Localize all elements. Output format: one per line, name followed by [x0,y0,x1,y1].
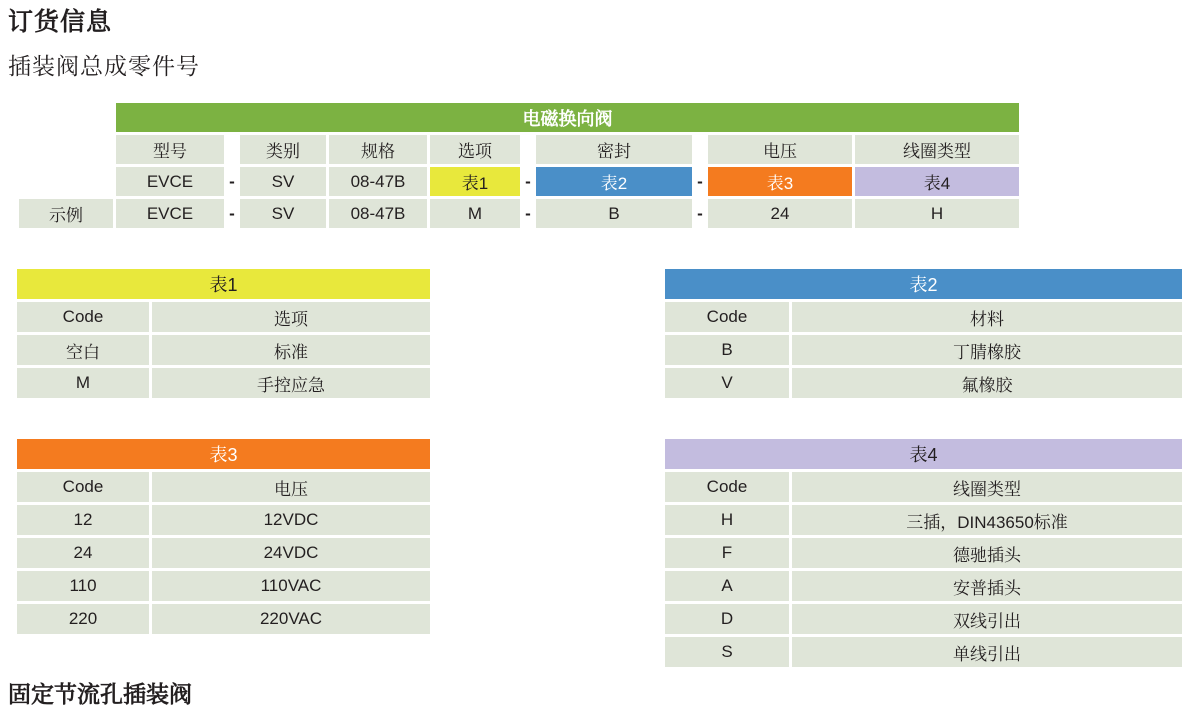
cell-value: 三插，DIN43650标准 [792,505,1182,535]
code-option: 表1 [430,167,520,196]
part-number-banner-row [19,103,1019,132]
column-header-code: Code [17,302,149,332]
cell-value: 德驰插头 [792,538,1182,568]
code-spec: 08-47B [329,167,427,196]
part-number-example-row [19,199,1019,228]
cell-value: 安普插头 [792,571,1182,601]
table-column-header-row [17,472,430,502]
table-row [17,335,430,365]
cell-value: 24VDC [152,538,430,568]
table-row [665,505,1182,535]
cell-code: B [665,335,789,365]
table-row [665,604,1182,634]
part-number-header-row [19,135,1019,164]
spacer-cell [19,167,113,196]
separator-dash: - [695,199,705,228]
example-seal: B [536,199,692,228]
header-coil: 线圈类型 [855,135,1019,164]
table-row [665,368,1182,398]
code-coil: 表4 [855,167,1019,196]
cell-code: M [17,368,149,398]
separator-dash: - [523,167,533,196]
table-column-header-row [17,302,430,332]
table-header-row [17,439,430,469]
cell-value: 12VDC [152,505,430,535]
table-row [17,538,430,568]
cell-value: 标准 [152,335,430,365]
part-number-code-row [19,167,1019,196]
cell-code: S [665,637,789,667]
cell-code: F [665,538,789,568]
option-table-2 [662,266,1185,401]
header-seal: 密封 [536,135,692,164]
separator-dash: - [695,167,705,196]
header-option: 选项 [430,135,520,164]
cell-value: 110VAC [152,571,430,601]
table-header-row [665,269,1182,299]
table-title: 表2 [665,269,1182,299]
cell-code: 110 [17,571,149,601]
column-header-code: Code [665,472,789,502]
page-subtitle: 插装阀总成零件号 [8,53,200,79]
column-header-value: 电压 [152,472,430,502]
cell-code: 空白 [17,335,149,365]
cell-code: A [665,571,789,601]
example-option: M [430,199,520,228]
option-table-1 [14,266,433,401]
table-row [665,335,1182,365]
separator-dash: - [227,167,237,196]
example-coil: H [855,199,1019,228]
table-header-row [17,269,430,299]
part-number-banner: 电磁换向阀 [116,103,1019,132]
bottom-section-heading: 固定节流孔插装阀 [8,681,192,707]
table-row [665,571,1182,601]
example-label: 示例 [19,199,113,228]
table-row [17,604,430,634]
cell-code: 24 [17,538,149,568]
cell-code: 220 [17,604,149,634]
column-header-value: 选项 [152,302,430,332]
option-table-3 [14,436,433,637]
code-model: EVCE [116,167,224,196]
example-model: EVCE [116,199,224,228]
page-title: 订货信息 [8,8,113,36]
spacer-cell [19,135,113,164]
part-number-table [16,100,1022,231]
column-header-value: 材料 [792,302,1182,332]
column-header-value: 线圈类型 [792,472,1182,502]
header-voltage: 电压 [708,135,852,164]
option-table-4 [662,436,1185,670]
table-row [17,505,430,535]
table-title: 表1 [17,269,430,299]
code-category: SV [240,167,326,196]
table-row [665,637,1182,667]
cell-value: 220VAC [152,604,430,634]
column-header-code: Code [17,472,149,502]
header-spec: 规格 [329,135,427,164]
table-header-row [665,439,1182,469]
table-column-header-row [665,472,1182,502]
separator-dash: - [227,199,237,228]
spacer-cell [19,103,113,132]
table-row [17,368,430,398]
column-header-code: Code [665,302,789,332]
table-column-header-row [665,302,1182,332]
table-row [665,538,1182,568]
header-model: 型号 [116,135,224,164]
cell-code: H [665,505,789,535]
spacer-cell [695,135,705,164]
table-row [17,571,430,601]
code-seal: 表2 [536,167,692,196]
cell-value: 单线引出 [792,637,1182,667]
separator-dash: - [523,199,533,228]
spacer-cell [523,135,533,164]
cell-value: 手控应急 [152,368,430,398]
cell-value: 丁腈橡胶 [792,335,1182,365]
cell-code: 12 [17,505,149,535]
cell-value: 氟橡胶 [792,368,1182,398]
example-spec: 08-47B [329,199,427,228]
example-voltage: 24 [708,199,852,228]
code-voltage: 表3 [708,167,852,196]
spacer-cell [227,135,237,164]
cell-value: 双线引出 [792,604,1182,634]
example-category: SV [240,199,326,228]
cell-code: D [665,604,789,634]
table-title: 表4 [665,439,1182,469]
table-title: 表3 [17,439,430,469]
cell-code: V [665,368,789,398]
header-category: 类别 [240,135,326,164]
